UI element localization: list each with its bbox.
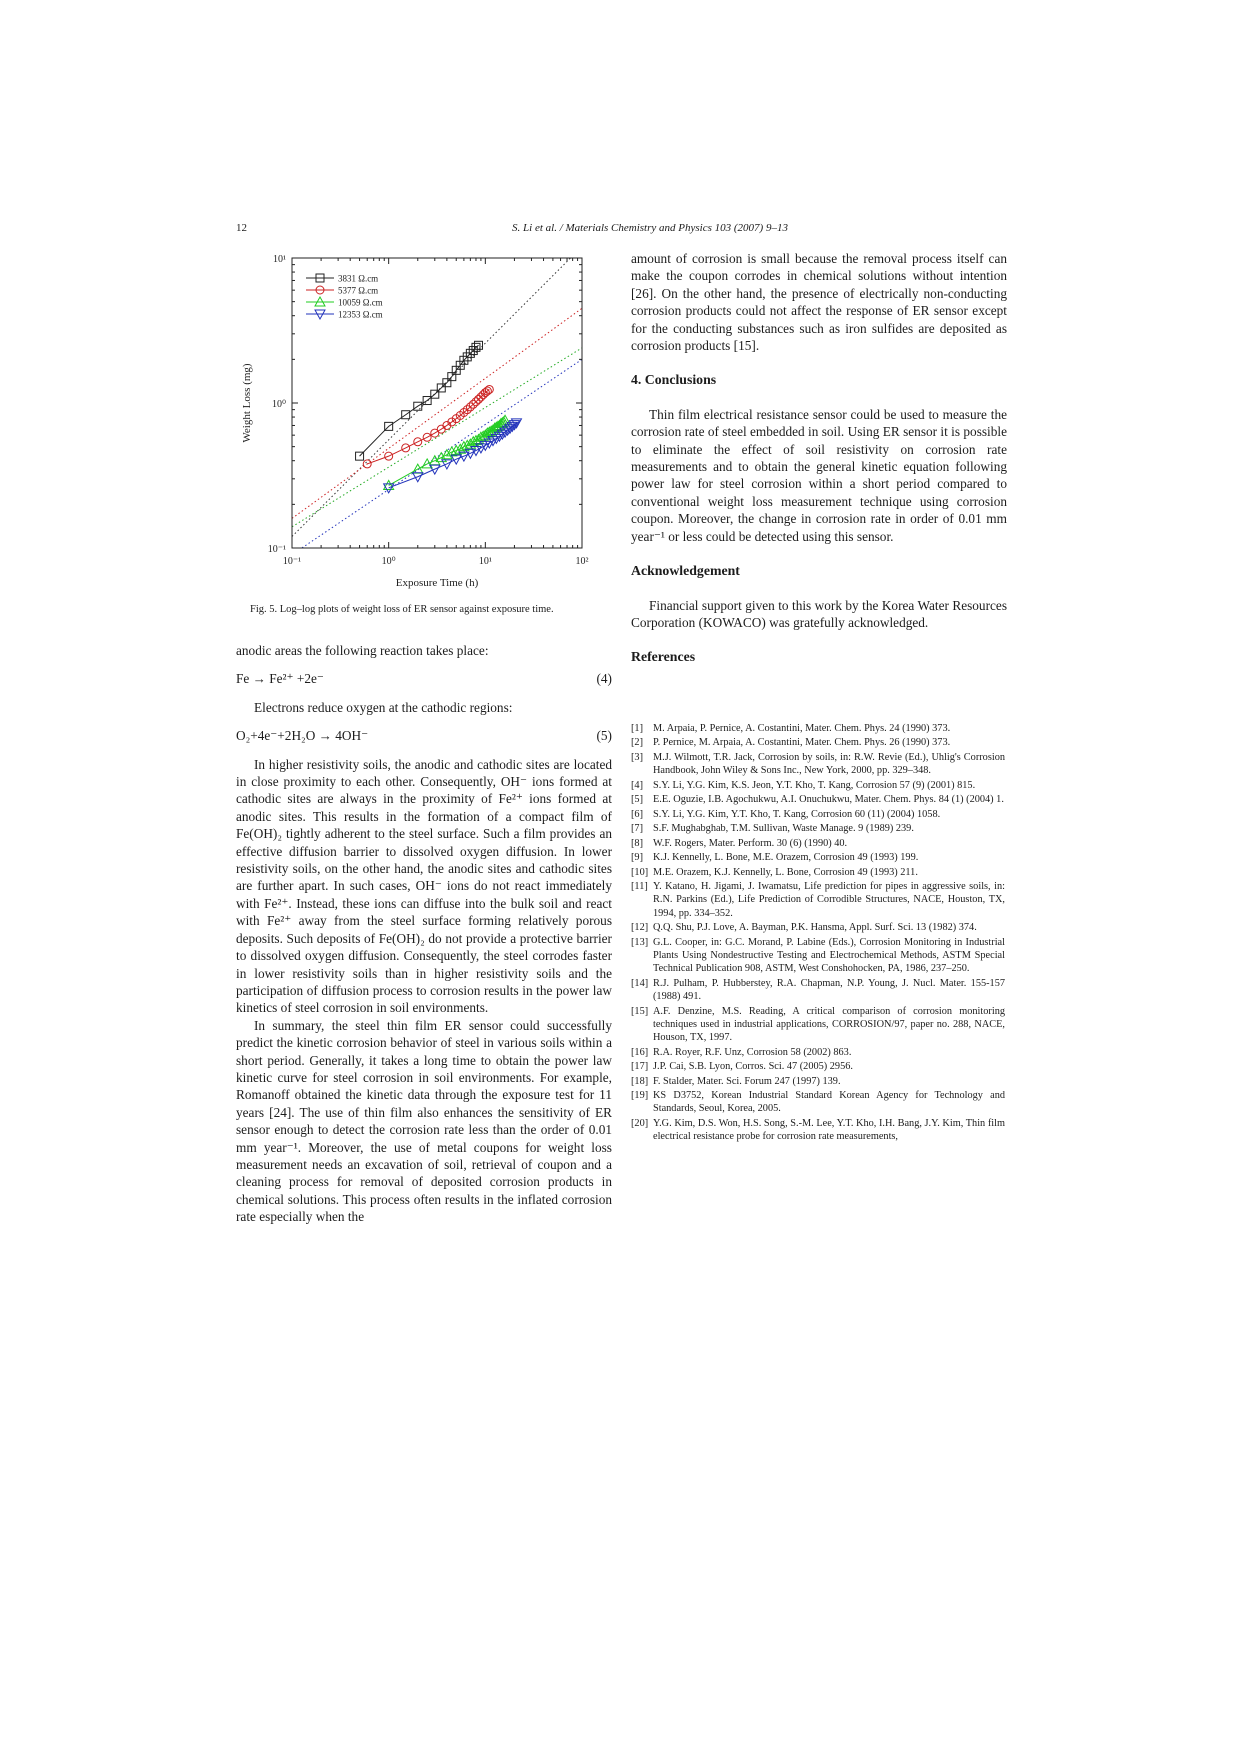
reference-item [631, 1117, 1005, 1144]
reference-text: F. Stalder, Mater. Sci. Forum 247 (1997) 139. [653, 1075, 841, 1087]
equation-5 [236, 727, 612, 744]
plot-frame [292, 258, 582, 548]
figure-caption: Fig. 5. Log–log plots of weight loss of ER sensor against exposure time. [250, 604, 554, 615]
reference-number: [12] [631, 922, 649, 934]
reference-text: E.E. Oguzie, I.B. Agochukwu, A.I. Onuchukwu, Mater. Chem. Phys. 84 (1) (2004) 1. [653, 794, 1004, 806]
y-tick-label: 10⁰ [271, 399, 286, 410]
reference-number: [6] [631, 808, 644, 820]
series-circle [363, 385, 493, 467]
y-tick-label: 10⁻¹ [267, 544, 286, 555]
paragraph-summary: In summary, the steel thin film ER sensor could successfully predict the kinetic corrosion behavior of steel in various soils within a short period. Generally, it takes a long time to obtain the power law kinetic curve for steel corrosion in soil environments. For example, Romanoff obtained the kinetic data through the exposure test for 11 years [24]. The use of thin film also enhances the sensitivity of ER sensor enough to detect the corrosion rate less than the order of 0.01 mm year⁻¹. Moreover, the use of metal coupons for weight loss measurement needs an excavation of soil, retrieval of coupon and a cleaning process for removal of deposited corrosion products in chemical solutions. This process often results in the inflated corrosion rate especially when the [236, 1017, 612, 1225]
equation-4 [236, 670, 612, 687]
x-tick-label: 10⁰ [381, 556, 396, 567]
reference-item [631, 751, 1005, 778]
reference-number: [4] [631, 779, 644, 791]
reference-number: [13] [631, 936, 649, 948]
legend-label: 12353 Ω.cm [338, 309, 383, 320]
legend-label: 3831 Ω.cm [338, 273, 379, 284]
reference-number: [9] [631, 852, 644, 864]
y-axis-label: Weight Loss (mg) [241, 363, 253, 443]
reference-number: [7] [631, 823, 644, 835]
reference-number: [19] [631, 1090, 649, 1102]
reference-number: [3] [631, 751, 644, 763]
reference-number: [16] [631, 1046, 649, 1058]
fit-line [292, 348, 582, 527]
y-tick-label: 10¹ [273, 254, 286, 265]
fit-line [292, 252, 582, 537]
paragraph-acknowledgement: Financial support given to this work by the Korea Water Resources Corporation (KOWACO) was gratefully acknowledged. [631, 597, 1007, 630]
reference-item [631, 921, 1005, 934]
reference-item [631, 880, 1005, 920]
reference-text: Y.G. Kim, D.S. Won, H.S. Song, S.-M. Lee, Y.T. Kho, I.H. Bang, J.Y. Kim, Thin film electrical resistance probe for corrosion rate measurements, [653, 1117, 1005, 1143]
left-column [236, 642, 612, 1226]
equation-4-text: Fe → Fe²⁺ +2e⁻ [236, 671, 324, 687]
reference-number: [14] [631, 977, 649, 989]
reference-item [631, 822, 1005, 835]
reference-number: [15] [631, 1005, 649, 1017]
weight-loss-chart [236, 252, 606, 598]
reference-text: A.F. Denzine, M.S. Reading, A critical comparison of corrosion monitoring techniques used in industrial applications, CORROSION/97, paper no. 288, NACE, Houson, TX, 1997. [653, 1005, 1005, 1044]
reference-text: G.L. Cooper, in: G.C. Morand, P. Labine (Eds.), Corrosion Monitoring in Industrial Plants Using Nondestructive Testing and Electrochemical Methods, ASTM Special Technical Publication 908, ASTM, West Conshohocken, PA, 1986, 237–250. [653, 936, 1005, 975]
heading-conclusions: 4. Conclusions [631, 372, 717, 388]
reference-item [631, 1075, 1005, 1088]
x-axis-label: Exposure Time (h) [395, 577, 479, 589]
reference-item [631, 977, 1005, 1004]
reference-text: K.J. Kennelly, L. Bone, M.E. Orazem, Corrosion 49 (1993) 199. [653, 852, 919, 864]
reference-number: [17] [631, 1061, 649, 1073]
reference-text: Y. Katano, H. Jigami, J. Iwamatsu, Life prediction for pipes in aggressive soils, in: R.N. Parkins (Ed.), Life Prediction of Corrodible Structures, NACE, Houston, TX, 1994, pp. 334–352. [653, 881, 1005, 919]
reference-text: P. Pernice, M. Arpaia, A. Costantini, Mater. Chem. Phys. 26 (1990) 373. [653, 737, 951, 749]
legend-label: 5377 Ω.cm [338, 285, 379, 296]
reference-item [631, 808, 1005, 821]
reference-item [631, 1005, 1005, 1045]
equation-5-number: (5) [596, 728, 612, 744]
paragraph-conclusions: Thin film electrical resistance sensor could be used to measure the corrosion rate of steel embedded in soil. Using ER sensor it is possible to eliminate the effect of soil resistivity on corrosion rate measurements and to obtain the general kinetic equation following power law for steel corrosion within a short period compared to conventional weight loss measurement technique using corrosion coupon. Moreover, the change in corrosion rate in order of 0.01 mm year⁻¹ or less could be detected using this sensor. [631, 406, 1007, 544]
reference-number: [10] [631, 866, 649, 878]
reference-item [631, 722, 1005, 735]
reference-number: [18] [631, 1075, 649, 1087]
reference-item [631, 736, 1005, 749]
x-tick-label: 10² [575, 556, 589, 567]
reference-item [631, 1060, 1005, 1073]
reference-number: [1] [631, 723, 644, 734]
reference-text: R.J. Pulham, P. Hubberstey, R.A. Chapman, N.P. Young, J. Nucl. Mater. 155-157 (1988) 491. [653, 977, 1005, 1003]
heading-references: References [631, 649, 696, 665]
reference-text: J.P. Cai, S.B. Lyon, Corros. Sci. 47 (2005) 2956. [653, 1061, 853, 1073]
paragraph-resistivity: In higher resistivity soils, the anodic and cathodic sites are located in close proximity to each other. Consequently, OH⁻ ions formed at cathodic sites are always in the proximity of Fe²⁺ ions formed at anodic sites. This results in the formation of a compact film of Fe(OH)₂ tightly adherent to the steel surface. Such a film provides an effective diffusion barrier to dissolved oxygen diffusion. In lower resistivity soils, on the other hand, the anodic sites and cathodic sites are further apart. In such cases, OH⁻ ions do not react immediately with Fe²⁺. Instead, these ions can diffuse into the bulk soil and react with Fe²⁺ away from the steel surface forming relatively porous deposits. Such deposits of Fe(OH)₂ do not provide a protective barrier to dissolved oxygen diffusion. Consequently, the steel corrodes faster in lower resistivity soils than in higher resistivity soils and the participation of diffusion process to corrosion results in the power law kinetics of steel corrosion in soil environments. [236, 756, 612, 1016]
reference-item [631, 866, 1005, 879]
chart-legend [306, 274, 383, 320]
page-number: 12 [236, 222, 247, 234]
running-header-citation: S. Li et al. / Materials Chemistry and Physics 103 (2007) 9–13 [512, 222, 788, 234]
paragraph-electrons: Electrons reduce oxygen at the cathodic regions: [254, 699, 513, 715]
reference-text: R.A. Royer, R.F. Unz, Corrosion 58 (2002) 863. [653, 1046, 852, 1058]
fit-line [292, 308, 582, 518]
reference-text: M.J. Wilmott, T.R. Jack, Corrosion by soils, in: R.W. Revie (Ed.), Uhlig's Corrosion Handbook, John Wiley & Sons Inc., New York, 2000, pp. 329–348. [653, 751, 1005, 777]
x-tick-label: 10¹ [478, 556, 492, 567]
legend-label: 10059 Ω.cm [338, 297, 383, 308]
reference-text: M. Arpaia, P. Pernice, A. Costantini, Mater. Chem. Phys. 24 (1990) 373. [653, 723, 951, 734]
reference-number: [2] [631, 737, 644, 749]
equation-4-number: (4) [596, 671, 612, 687]
reference-list [631, 722, 1005, 1145]
heading-acknowledgement: Acknowledgement [631, 563, 740, 579]
reference-number: [11] [631, 881, 648, 893]
paragraph-anodic-areas: anodic areas the following reaction takes place: [236, 643, 489, 658]
reference-item [631, 1089, 1005, 1116]
reference-number: [8] [631, 837, 644, 849]
reference-item [631, 837, 1005, 850]
reference-text: S.Y. Li, Y.G. Kim, K.S. Jeon, Y.T. Kho, T. Kang, Corrosion 57 (9) (2001) 815. [653, 779, 976, 791]
right-column [631, 250, 1007, 666]
reference-number: [20] [631, 1117, 649, 1129]
x-tick-label: 10⁻¹ [282, 556, 302, 567]
fit-lines [292, 252, 582, 555]
reference-item [631, 779, 1005, 792]
reference-text: S.Y. Li, Y.G. Kim, Y.T. Kho, T. Kang, Corrosion 60 (11) (2004) 1058. [653, 808, 941, 820]
reference-item [631, 936, 1005, 976]
series-line [360, 345, 479, 456]
equation-5-text: O₂+4e⁻+2H₂O → 4OH⁻ [236, 728, 369, 744]
reference-item [631, 851, 1005, 864]
reference-text: S.F. Mughabghab, T.M. Sullivan, Waste Manage. 9 (1989) 239. [653, 823, 914, 835]
reference-text: Q.Q. Shu, P.J. Love, A. Bayman, P.K. Hansma, Appl. Surf. Sci. 13 (1982) 374. [653, 922, 977, 934]
reference-text: W.F. Rogers, Mater. Perform. 30 (6) (1990) 40. [653, 837, 848, 849]
reference-text: KS D3752, Korean Industrial Standard Korean Agency for Technology and Standards, Seoul, Korea, 2005. [653, 1090, 1005, 1115]
paragraph-coupon: amount of corrosion is small because the removal process itself can make the coupon corrodes in chemical solutions without intention [26]. On the other hand, the presence of electrically non-conducting corrosion products could not affect the response of ER sensor except for the conducting substances such as iron sulfides are deposited as corrosion products [15]. [631, 251, 1007, 354]
reference-text: M.E. Orazem, K.J. Kennelly, L. Bone, Corrosion 49 (1993) 211. [653, 866, 918, 878]
reference-item [631, 1046, 1005, 1059]
reference-item [631, 793, 1005, 806]
reference-number: [5] [631, 794, 644, 806]
